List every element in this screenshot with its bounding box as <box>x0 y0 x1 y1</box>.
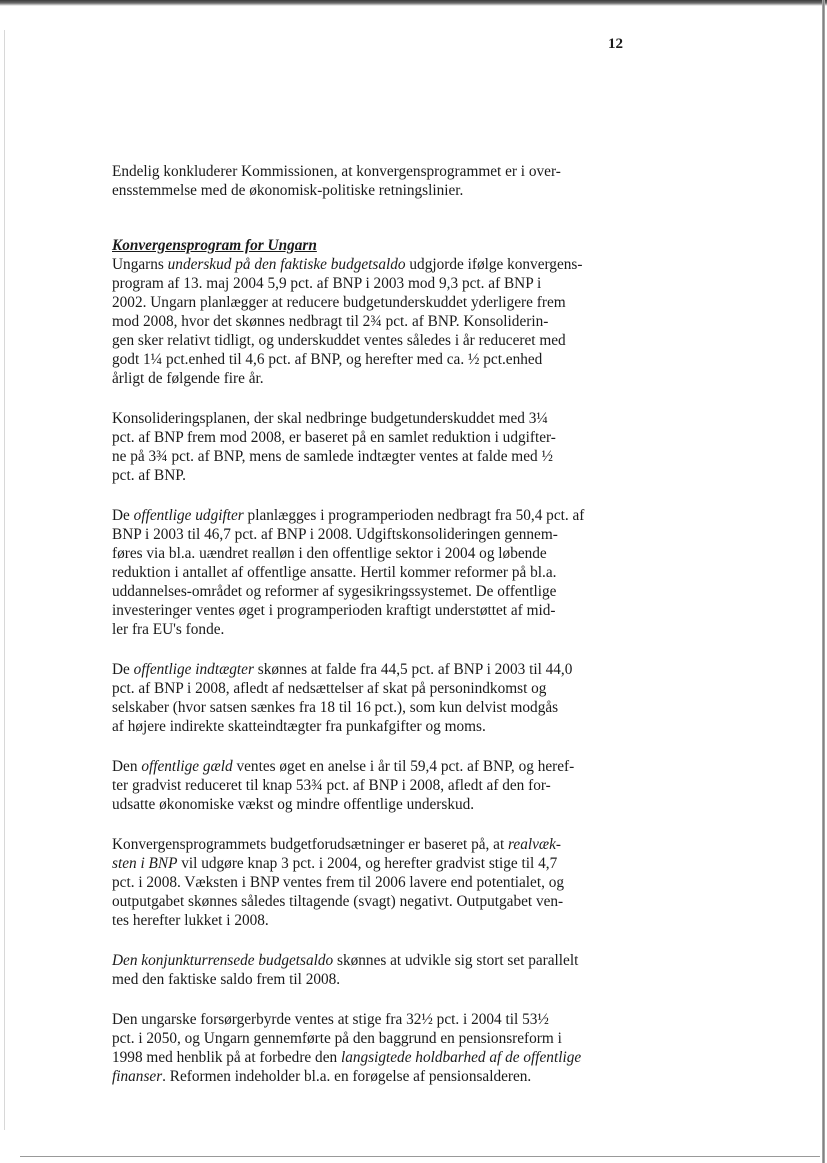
text-line: mod 2008, hvor det skønnes nedbragt til 2¾ pct. af BNP. Konsoliderin- <box>112 313 549 330</box>
text-line: Endelig konkluderer Kommissionen, at konvergensprogrammet er i over- <box>112 163 561 180</box>
text-line: med den faktiske saldo frem til 2008. <box>112 971 341 988</box>
text-line: 1998 med henblik på at forbedre den langsigtede holdbarhed af de offentlige <box>112 1049 582 1066</box>
page-number: 12 <box>608 36 623 52</box>
paragraph-deficit <box>112 255 642 388</box>
text-line: reduktion i antallet af offentlige ansatte. Hertil kommer reformer på bl.a. <box>112 564 557 581</box>
paragraph-cyclical-balance <box>112 951 642 989</box>
text-line: godt 1¼ pct.enhed til 4,6 pct. af BNP, og herefter med ca. ½ pct.enhed <box>112 351 543 368</box>
paragraph-debt <box>112 757 642 814</box>
text-line: pct. af BNP i 2008, afledt af nedsættelser af skat på personindkomst og <box>112 680 547 697</box>
text-line: 2002. Ungarn planlægger at reducere budgetunderskuddet yderligere frem <box>112 294 566 311</box>
paragraph-expenditure <box>112 506 642 639</box>
paragraph-dependency <box>112 1010 642 1086</box>
text-line: Den ungarske forsørgerbyrde ventes at stige fra 32½ pct. i 2004 til 53½ <box>112 1011 549 1028</box>
text-line: ler fra EU's fonde. <box>112 621 225 638</box>
text-line: program af 13. maj 2004 5,9 pct. af BNP i 2003 mod 9,3 pct. af BNP i <box>112 275 542 292</box>
text-line: sten i BNP vil udgøre knap 3 pct. i 2004, og herefter gradvist stige til 4,7 <box>112 855 558 872</box>
text-line: Konvergensprogrammets budgetforudsætninger er baseret på, at realvæk- <box>112 836 561 853</box>
text-line: Konsolideringsplanen, der skal nedbringe budgetunderskuddet med 3¼ <box>112 410 548 427</box>
text-line: ensstemmelse med de økonomisk-politiske retningslinier. <box>112 182 464 199</box>
document-body <box>112 162 642 1107</box>
text-line: af højere indirekte skatteindtægter fra punkafgifter og moms. <box>112 718 486 735</box>
text-line: finanser. Reformen indeholder bl.a. en forøgelse af pensionsalderen. <box>112 1068 532 1085</box>
scan-top-edge <box>0 0 827 6</box>
paragraph-revenue <box>112 660 642 736</box>
text-line: årligt de følgende fire år. <box>112 370 264 387</box>
text-line: De offentlige udgifter planlægges i programperioden nedbragt fra 50,4 pct. af <box>112 507 585 524</box>
text-line: BNP i 2003 til 46,7 pct. af BNP i 2008. Udgiftskonsolideringen gennem- <box>112 526 558 543</box>
text-line: outputgabet skønnes således tiltagende (svagt) negativt. Outputgabet ven- <box>112 893 564 910</box>
text-line: gen sker relativt tidligt, og underskuddet ventes således i år reduceret med <box>112 332 566 349</box>
text-line: tes herefter lukket i 2008. <box>112 912 269 929</box>
text-line: pct. i 2050, og Ungarn gennemførte på den baggrund en pensionsreform i <box>112 1030 562 1047</box>
text-line: Den konjunkturrensede budgetsaldo skønnes at udvikle sig stort set parallelt <box>112 952 579 969</box>
text-line: Ungarns underskud på den faktiske budgetsaldo udgjorde ifølge konvergens- <box>112 256 583 273</box>
text-line: De offentlige indtægter skønnes at falde fra 44,5 pct. af BNP i 2003 til 44,0 <box>112 661 573 678</box>
paragraph-conclusion <box>112 162 642 200</box>
paragraph-consolidation <box>112 409 642 485</box>
text-line: pct. i 2008. Væksten i BNP ventes frem til 2006 lavere end potentialet, og <box>112 874 565 891</box>
text-line: ter gradvist reduceret til knap 53¾ pct. af BNP i 2008, afledt af den for- <box>112 777 551 794</box>
scan-bottom-edge <box>20 1156 820 1157</box>
paragraph-growth <box>112 835 642 930</box>
scan-right-edge <box>822 0 825 1163</box>
text-line: investeringer ventes øget i programperioden kraftigt understøttet af mid- <box>112 602 556 619</box>
text-line: pct. af BNP. <box>112 467 186 484</box>
text-line: føres via bl.a. uændret realløn i den offentlige sektor i 2004 og løbende <box>112 545 547 562</box>
section-heading: Konvergensprogram for Ungarn <box>112 237 317 254</box>
text-line: pct. af BNP frem mod 2008, er baseret på en samlet reduktion i udgifter- <box>112 429 556 446</box>
text-line: udsatte økonomiske vækst og mindre offentlige underskud. <box>112 796 475 813</box>
scan-left-edge <box>4 30 5 1130</box>
text-line: ne på 3¾ pct. af BNP, mens de samlede indtægter ventes at falde med ½ <box>112 448 553 465</box>
text-line: uddannelses-området og reformer af sygesikringssystemet. De offentlige <box>112 583 557 600</box>
text-line: Den offentlige gæld ventes øget en anelse i år til 59,4 pct. af BNP, og heref- <box>112 758 575 775</box>
text-line: selskaber (hvor satsen sænkes fra 18 til 16 pct.), som kun delvist modgås <box>112 699 559 716</box>
